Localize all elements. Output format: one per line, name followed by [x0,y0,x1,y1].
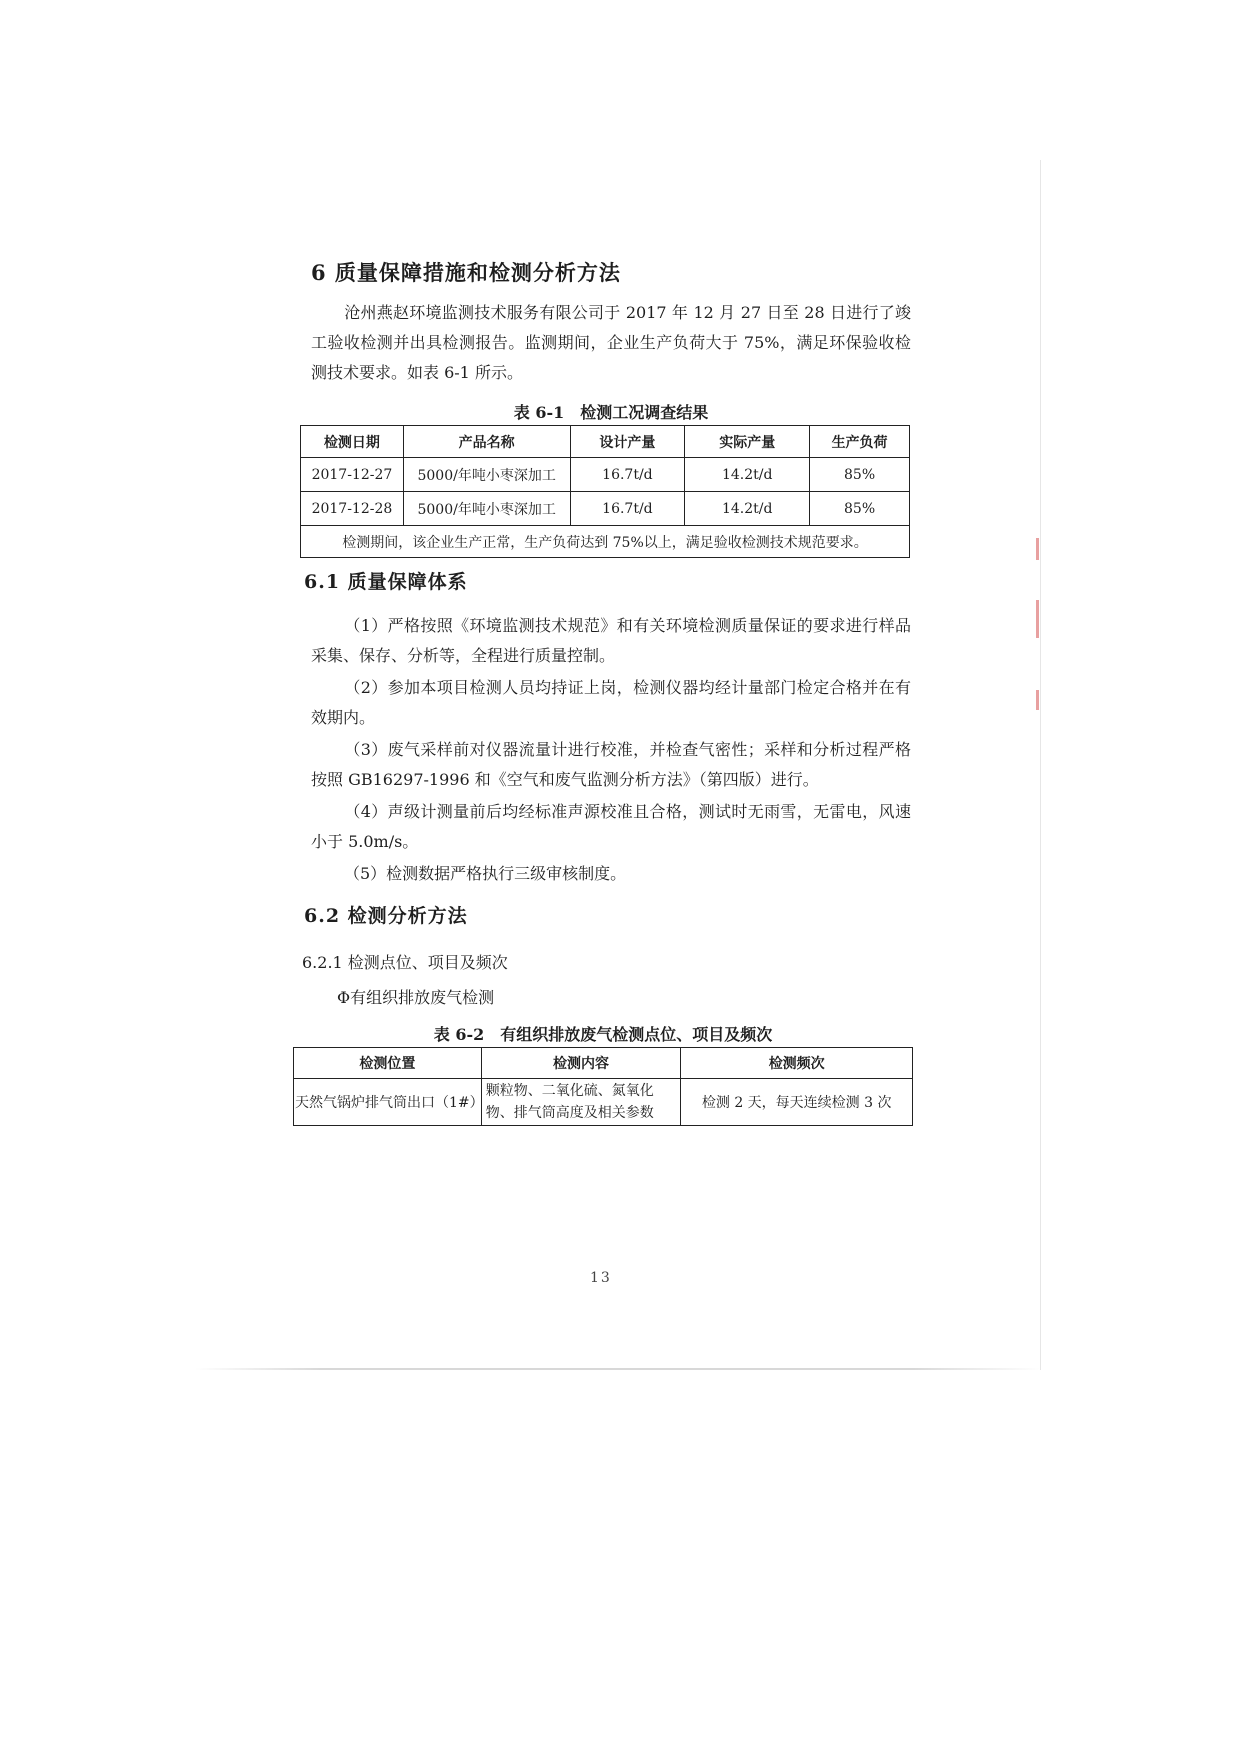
quality-item [311,859,911,889]
table1-cell: 2017-12-27 [301,458,404,492]
table1 [300,425,910,558]
table1-row [301,492,910,526]
table2-cell: 颗粒物、二氧化硫、氮氧化物、排气筒高度及相关参数 [481,1079,681,1126]
table1-header-row [301,426,910,458]
quality-item-text: （3）废气采样前对仪器流量计进行校准，并检查气密性；采样和分析过程严格按照 GB16297-1996 和《空气和废气监测分析方法》（第四版）进行。 [311,740,911,789]
quality-item-text: （5）检测数据严格执行三级审核制度。 [344,864,627,883]
scan-edge-line [1040,160,1041,1370]
table1-caption: 表 6-1 检测工况调查结果 [513,403,709,422]
table1-cell: 16.7t/d [570,492,685,526]
table2-caption: 表 6-2 有组织排放废气检测点位、项目及频次 [433,1025,773,1044]
table1-note: 检测期间，该企业生产正常，生产负荷达到 75%以上，满足验收检测技术规范要求。 [301,526,910,558]
quality-item [311,673,911,733]
table2-cell: 检测 2 天，每天连续检测 3 次 [681,1079,913,1126]
table1-header-cell: 产品名称 [403,426,570,458]
quality-item-text: （1）严格按照《环境监测技术规范》和有关环境检测质量保证的要求进行样品采集、保存、分析等，全程进行质量控制。 [311,616,911,665]
table1-header-cell: 实际产量 [685,426,810,458]
section-6-1-title: 6.1 质量保障体系 [304,571,468,593]
table1-cell: 85% [810,492,910,526]
table2-header-row [294,1048,913,1079]
intro-paragraph [311,298,911,388]
table1-note-row [301,526,910,558]
quality-item [311,735,911,795]
quality-item-text: （2）参加本项目检测人员均持证上岗，检测仪器均经计量部门检定合格并在有效期内。 [311,678,911,727]
table1-cell: 14.2t/d [685,458,810,492]
scan-red-mark [1036,600,1039,638]
table1-cell: 5000/年吨小枣深加工 [403,492,570,526]
intro-text: 沧州燕赵环境监测技术服务有限公司于 2017 年 12 月 27 日至 28 日进行了竣工验收检测并出具检测报告。监测期间，企业生产负荷大于 75%，满足环保验收检测技术要求。如表 6-1 所示。 [311,303,911,382]
quality-item-text: （4）声级计测量前后均经标准声源校准且合格，测试时无雨雪，无雷电，风速小于 5.0m/s。 [311,802,911,851]
table2 [293,1047,913,1126]
table1-header-cell: 检测日期 [301,426,404,458]
table1-cell: 85% [810,458,910,492]
table2-header-cell: 检测内容 [481,1048,681,1079]
table1-row [301,458,910,492]
table2-cell: 天然气锅炉排气筒出口（1#） [294,1079,482,1126]
table2-row [294,1079,913,1126]
quality-item [311,797,911,857]
quality-item [311,611,911,671]
table1-header-cell: 生产负荷 [810,426,910,458]
section-title: 6 质量保障措施和检测分析方法 [311,260,621,285]
table2-header-cell: 检测位置 [294,1048,482,1079]
table1-cell: 14.2t/d [685,492,810,526]
table1-cell: 5000/年吨小枣深加工 [403,458,570,492]
page-number: 13 [590,1270,612,1286]
table2-header-cell: 检测频次 [681,1048,913,1079]
table1-cell: 2017-12-28 [301,492,404,526]
subsection-item: Φ有组织排放废气检测 [337,988,495,1007]
table1-cell: 16.7t/d [570,458,685,492]
table1-header-cell: 设计产量 [570,426,685,458]
section-6-2-title: 6.2 检测分析方法 [304,905,468,927]
subsection-title: 6.2.1 检测点位、项目及频次 [302,953,508,972]
scan-red-mark [1036,538,1039,560]
scan-red-mark [1036,690,1039,710]
scan-edge-line [195,1368,1040,1370]
